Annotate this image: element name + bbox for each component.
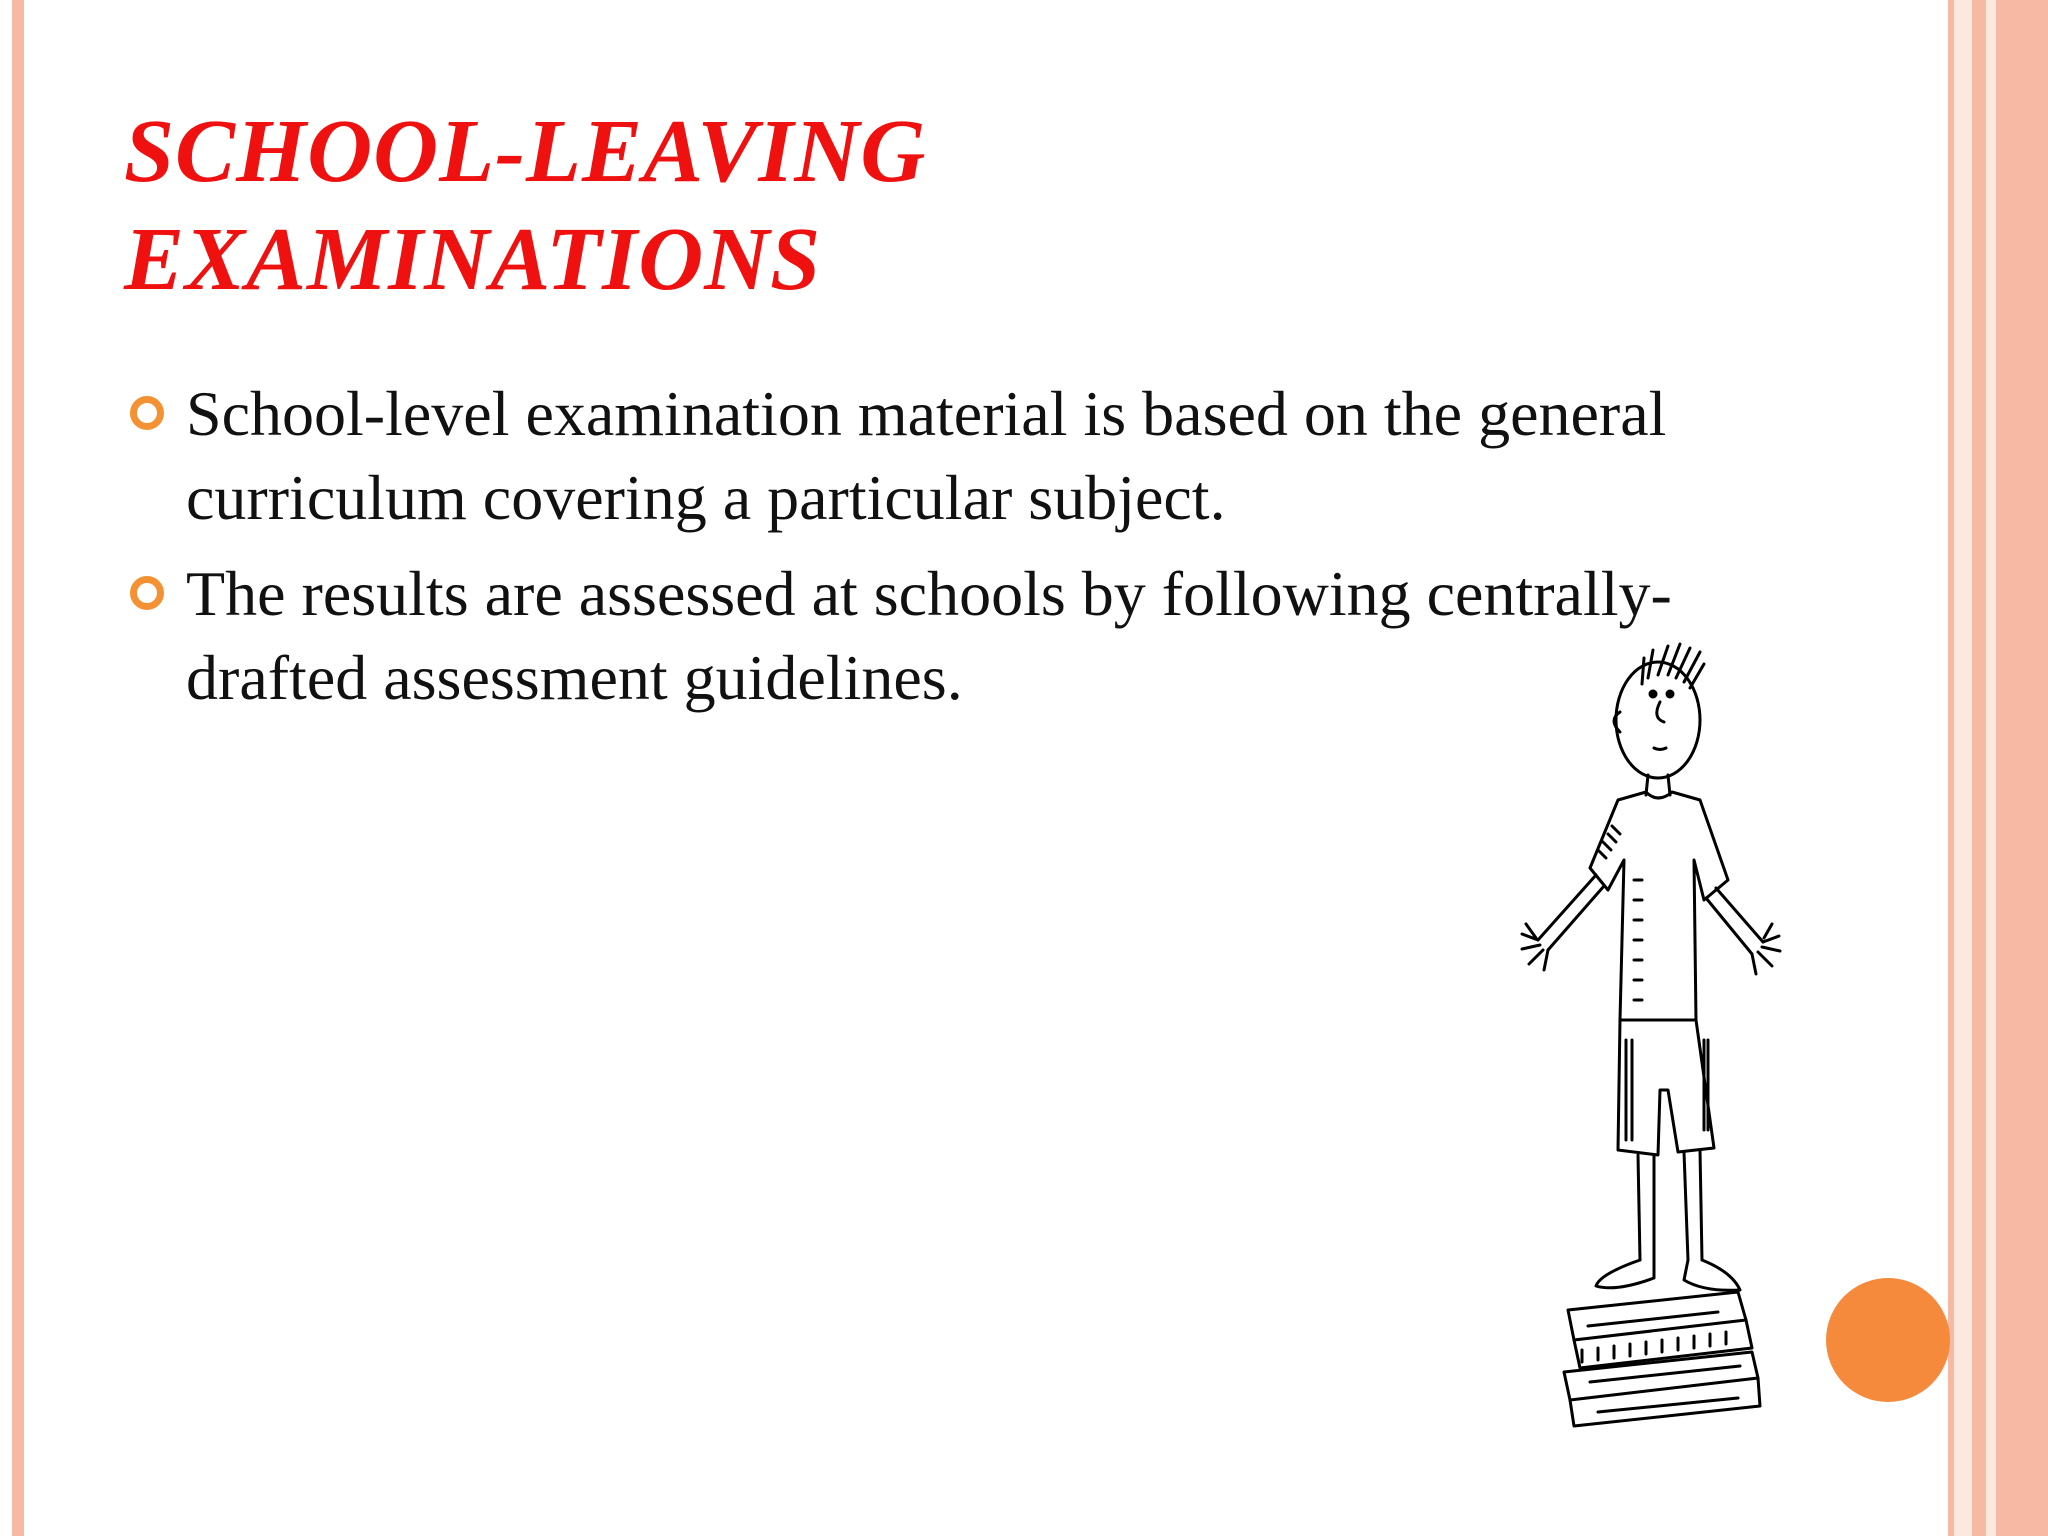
bullet-circle-icon [130,576,164,610]
orange-accent-dot [1826,1278,1950,1402]
left-border-stripe [12,0,24,1536]
slide-title [124,98,1224,314]
bullet-item [124,372,1804,540]
bullet-text: The results are assessed at schools by following centrally-drafted assessment guidelines. [186,558,1672,713]
right-border-stripes [1948,0,2048,1536]
title-line-1: SCHOOL-LEAVING [124,102,927,201]
title-line-2: EXAMINATIONS [124,210,822,309]
boy-standing-on-books-icon [1508,620,1808,1440]
bullet-text: School-level examination material is based on the general curriculum covering a particular subject. [186,378,1667,533]
bullet-circle-icon [130,396,164,430]
